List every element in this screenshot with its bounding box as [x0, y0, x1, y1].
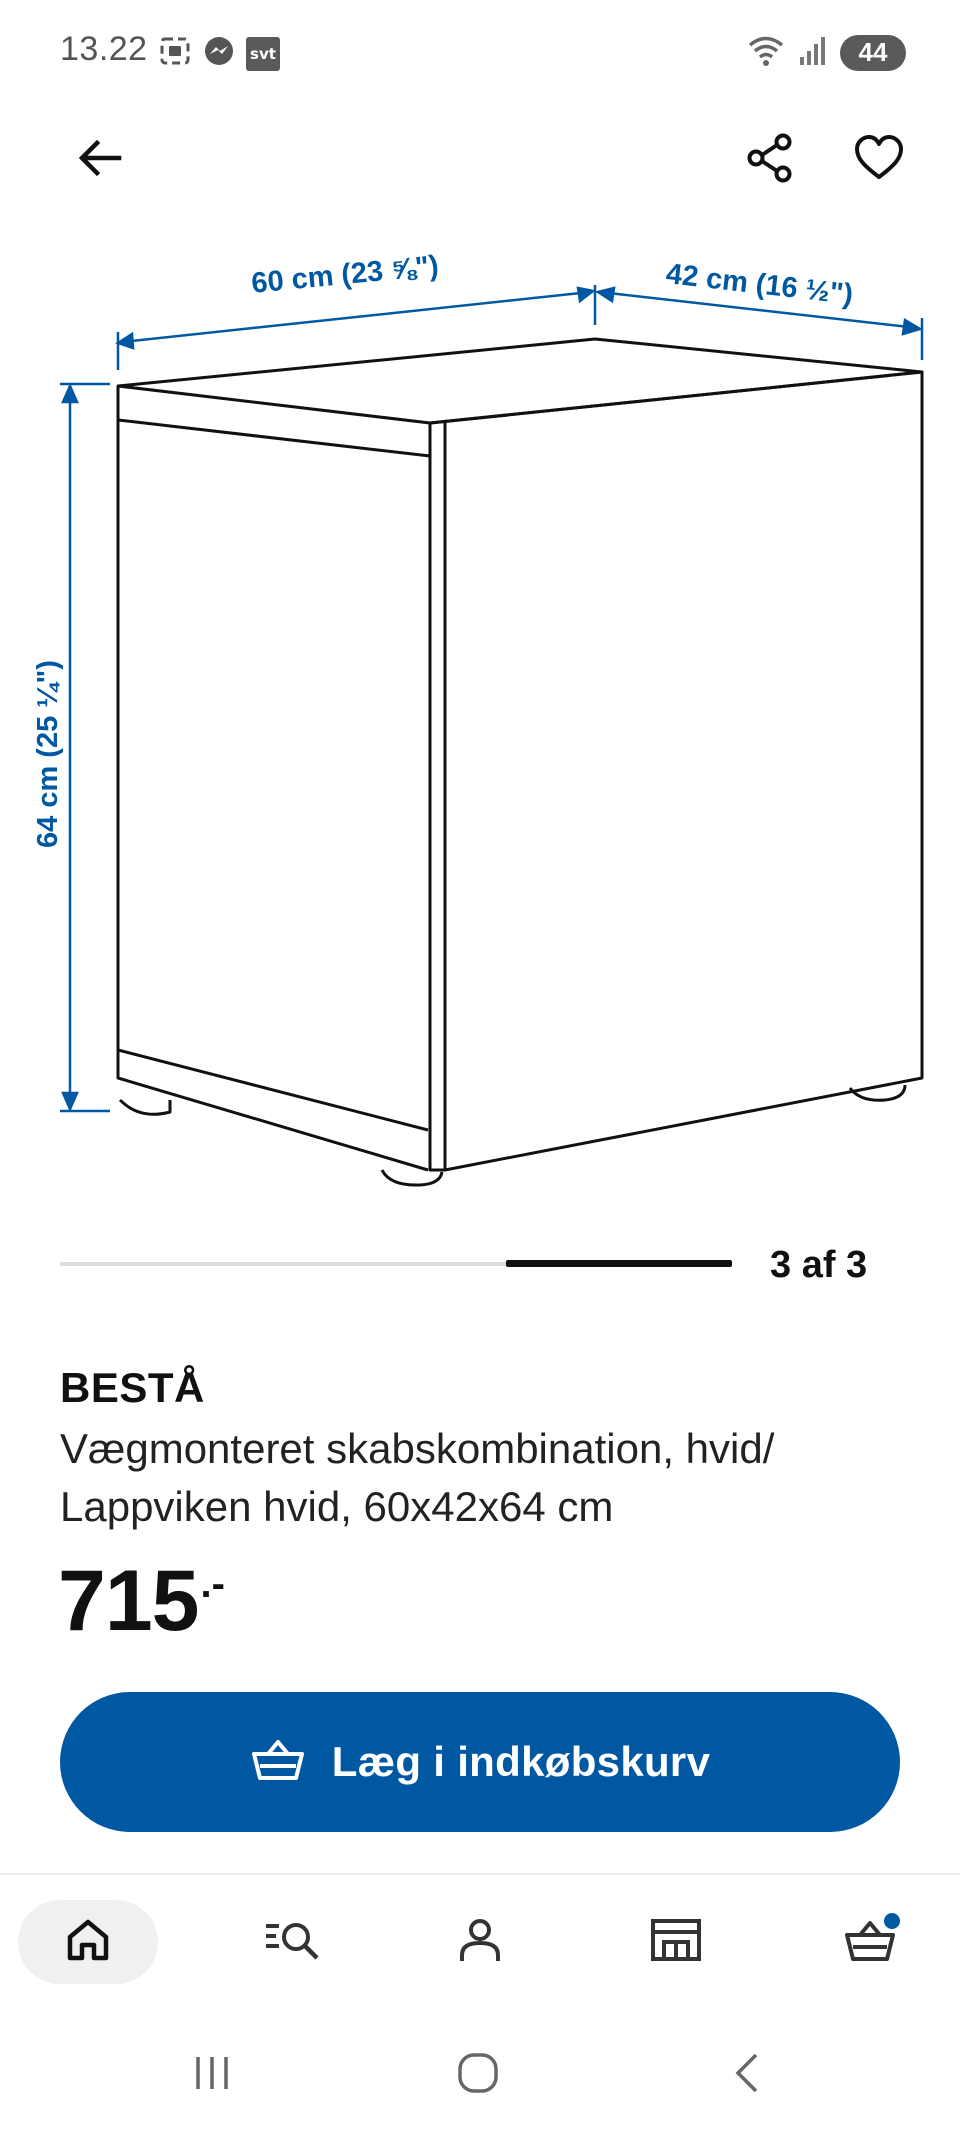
status-time: 13.22: [60, 30, 148, 68]
share-button[interactable]: [738, 128, 802, 192]
recents-icon: [192, 2053, 232, 2098]
signal-icon: [798, 33, 828, 72]
screenshot-icon: [158, 34, 192, 73]
basket-icon: [250, 1736, 306, 1789]
depth-dimension-label: 42 cm (16 ½"): [664, 258, 855, 312]
nav-home[interactable]: [18, 1900, 158, 1984]
carousel-counter: 3 af 3: [770, 1244, 868, 1286]
messenger-icon: [202, 34, 236, 73]
product-price: [58, 1553, 225, 1649]
nav-store[interactable]: [606, 1900, 746, 1984]
recents-button[interactable]: [186, 2050, 238, 2100]
carousel-active-segment: [506, 1260, 732, 1267]
back-chevron-icon: [730, 2051, 766, 2100]
person-icon: [458, 1917, 502, 1968]
nav-cart[interactable]: [800, 1900, 940, 1984]
battery-icon: 44: [840, 35, 906, 71]
heart-icon: [853, 134, 905, 187]
home-circle-icon: [456, 2051, 500, 2100]
nav-profile[interactable]: [410, 1900, 550, 1984]
arrow-left-icon: [75, 133, 125, 188]
back-button[interactable]: [70, 130, 130, 190]
search-list-icon: [263, 1917, 321, 1968]
add-to-cart-button[interactable]: [60, 1692, 900, 1832]
height-dimension-label: 64 cm (25 ¼"): [32, 660, 64, 848]
share-icon: [744, 132, 796, 189]
cart-badge: [884, 1913, 900, 1929]
favorite-button[interactable]: [846, 128, 912, 192]
product-image[interactable]: [0, 240, 960, 1200]
nav-divider: [0, 1873, 960, 1875]
nav-search[interactable]: [222, 1900, 362, 1984]
product-description: Vægmonteret skabskombination, hvid/ Lappviken hvid, 60x42x64 cm: [60, 1425, 775, 1530]
price-suffix: .-: [200, 1562, 225, 1606]
store-icon: [650, 1918, 702, 1967]
price-value: 715: [58, 1553, 199, 1649]
basket-icon: [844, 1917, 896, 1968]
bottom-navigation: [0, 1900, 960, 1990]
cabinet-drawing: [0, 240, 960, 1200]
back-system-button[interactable]: [722, 2050, 774, 2100]
status-icons-right: [746, 32, 906, 73]
add-to-cart-label: Læg i indkøbskurv: [331, 1738, 711, 1785]
product-name: BESTÅ: [60, 1364, 205, 1411]
status-icons-left: [158, 34, 280, 73]
home-icon: [65, 1917, 111, 1968]
system-navigation: [0, 2040, 960, 2110]
svt-icon: svt: [246, 37, 280, 71]
width-dimension-label: 60 cm (23 ⅝"): [250, 249, 441, 300]
home-system-button[interactable]: [452, 2050, 504, 2100]
wifi-icon: [746, 32, 786, 73]
